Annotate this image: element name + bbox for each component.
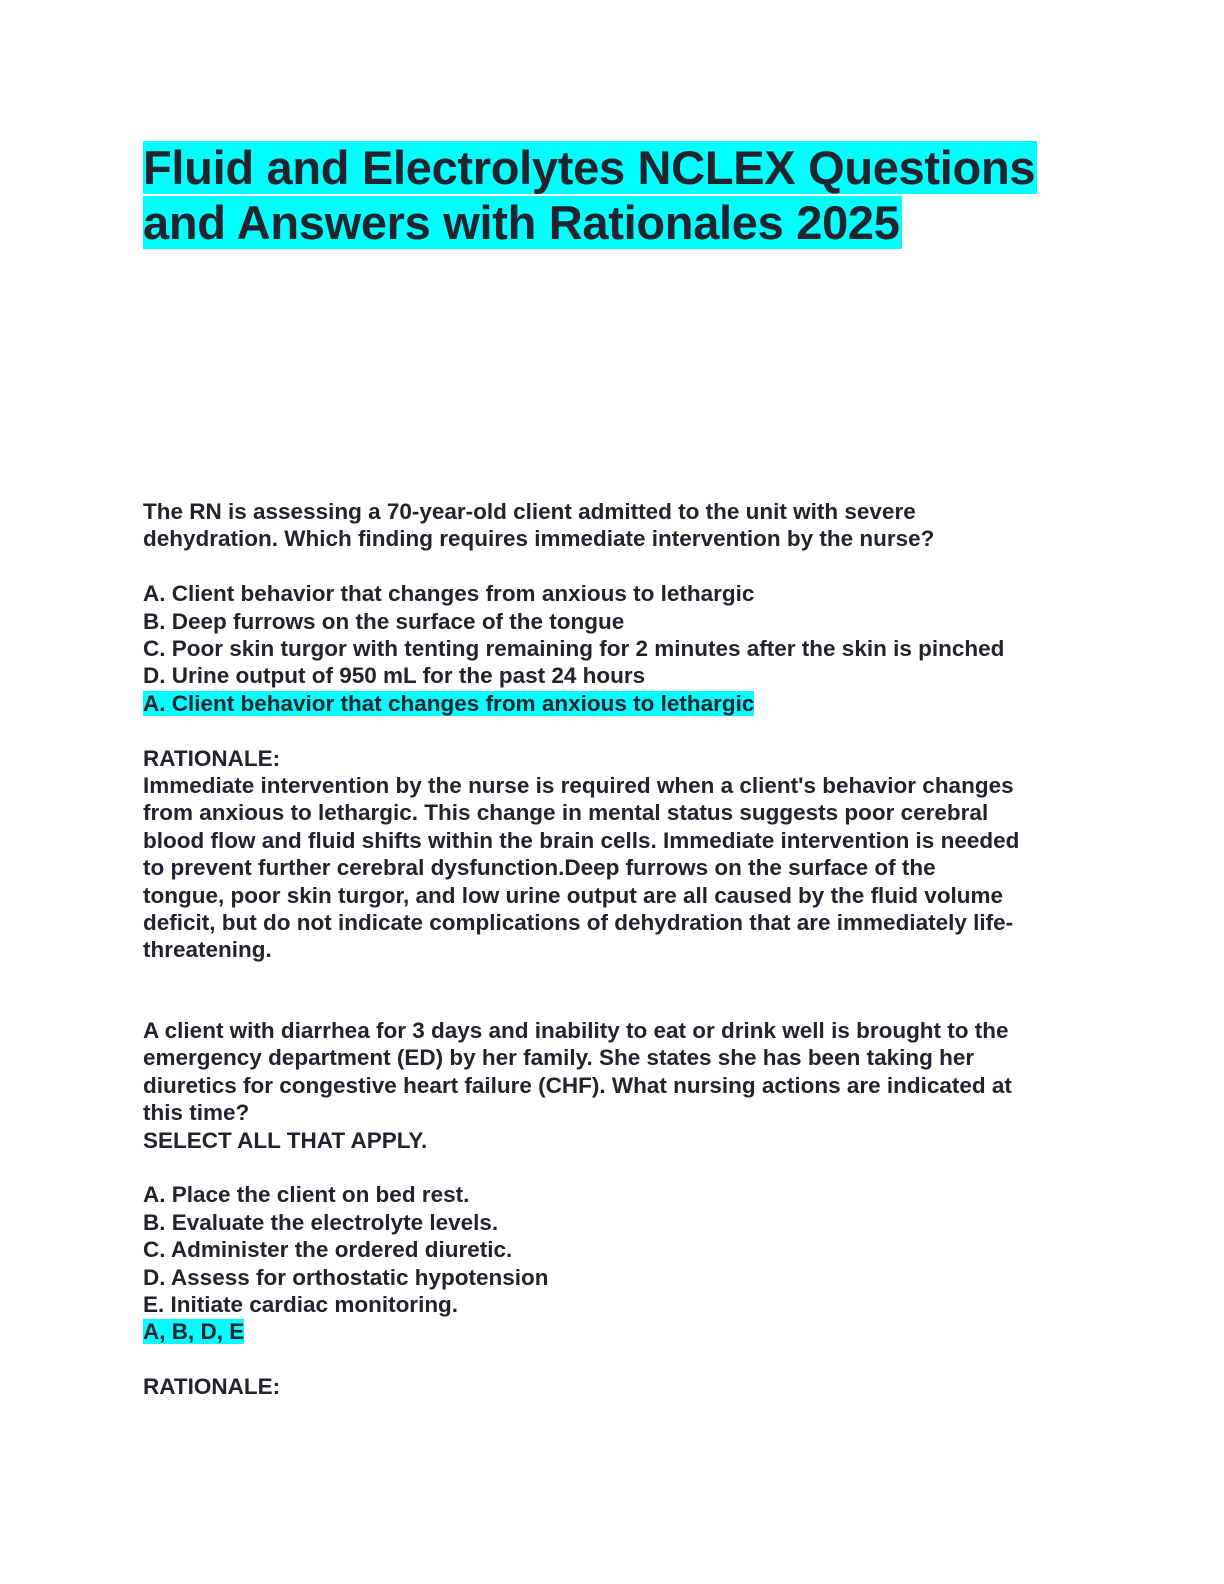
- question-1-answer: [143, 690, 1083, 717]
- option-d: D. Assess for orthostatic hypotension: [143, 1264, 549, 1290]
- title-line-2: and Answers with Rationales 2025: [143, 196, 900, 249]
- stem-line: emergency department (ED) by her family. She states she has been taking her: [143, 1045, 975, 1071]
- question-2-options: [143, 1181, 1083, 1318]
- question-1: [143, 498, 1083, 964]
- option-a: A. Place the client on bed rest.: [143, 1182, 470, 1208]
- title-line-1: Fluid and Electrolytes NCLEX Questions: [143, 141, 1036, 194]
- rationale-label: RATIONALE:: [143, 1374, 281, 1400]
- option-b: B. Deep furrows on the surface of the tongue: [143, 608, 625, 634]
- option-a: A. Client behavior that changes from anxious to lethargic: [143, 581, 755, 607]
- option-d: D. Urine output of 950 mL for the past 24 hours: [143, 663, 646, 689]
- question-2-answer: [143, 1318, 1083, 1345]
- answer-highlight: A. Client behavior that changes from anxious to lethargic: [143, 690, 755, 716]
- question-2-rationale: [143, 1373, 1083, 1400]
- document-title: [143, 140, 1083, 250]
- option-b: B. Evaluate the electrolyte levels.: [143, 1209, 499, 1235]
- stem-line: this time?: [143, 1100, 250, 1126]
- option-c: C. Poor skin turgor with tenting remaining for 2 minutes after the skin is pinched: [143, 636, 1005, 662]
- rationale-line: blood flow and fluid shifts within the brain cells. Immediate intervention is needed: [143, 827, 1020, 853]
- rationale-label: RATIONALE:: [143, 745, 281, 771]
- question-1-options: [143, 580, 1083, 690]
- stem-line: A client with diarrhea for 3 days and inability to eat or drink well is brought to the: [143, 1018, 1009, 1043]
- stem-line: diuretics for congestive heart failure (CHF). What nursing actions are indicated at: [143, 1072, 1012, 1098]
- rationale-line: from anxious to lethargic. This change in mental status suggests poor cerebral: [143, 800, 989, 826]
- question-2-stem: [143, 1017, 1083, 1154]
- stem-line: dehydration. Which finding requires immediate intervention by the nurse?: [143, 526, 935, 552]
- question-1-stem: [143, 498, 1083, 553]
- stem-line: The RN is assessing a 70-year-old client admitted to the unit with severe: [143, 499, 916, 524]
- rationale-line: to prevent further cerebral dysfunction.Deep furrows on the surface of the: [143, 855, 936, 881]
- rationale-line: tongue, poor skin turgor, and low urine output are all caused by the fluid volume: [143, 882, 1004, 908]
- rationale-line: threatening.: [143, 937, 272, 963]
- rationale-line: deficit, but do not indicate complications of dehydration that are immediately life-: [143, 910, 1014, 936]
- document-page: [143, 140, 1083, 1400]
- question-1-rationale: [143, 745, 1083, 964]
- question-instruction: SELECT ALL THAT APPLY.: [143, 1127, 428, 1153]
- option-c: C. Administer the ordered diuretic.: [143, 1237, 513, 1263]
- rationale-line: Immediate intervention by the nurse is required when a client's behavior changes: [143, 773, 1014, 799]
- question-2: [143, 1017, 1083, 1401]
- option-e: E. Initiate cardiac monitoring.: [143, 1292, 459, 1318]
- answer-highlight: A, B, D, E: [143, 1319, 245, 1345]
